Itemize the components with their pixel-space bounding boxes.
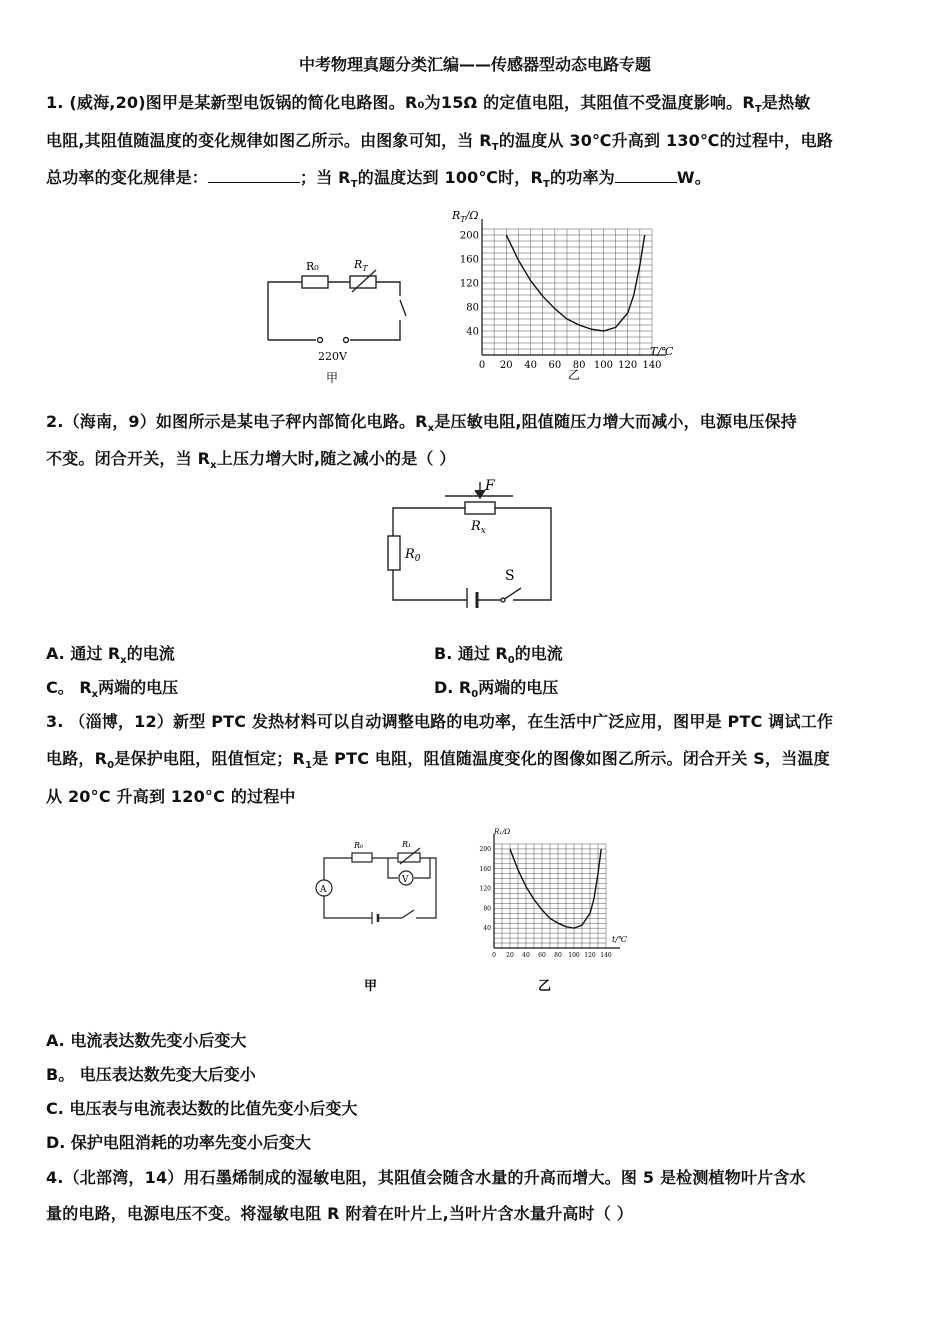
x-axis-label: T/℃ (650, 345, 674, 358)
subscript: x (210, 460, 217, 472)
resistor-r0 (302, 276, 328, 288)
q4-line-1: 4.（北部湾，14）用石墨烯制成的湿敏电阻，其阻值会随含水量的升高而增大。图 5 是检测植物叶片含水 (46, 1168, 806, 1187)
y-tick-label: 40 (466, 326, 479, 338)
y-tick-label: 80 (466, 302, 479, 314)
label-voltage: 220V (318, 350, 347, 363)
q3-line-1: 3. （淄博，12）新型 PTC 发热材料可以自动调整电路的电功率，在生活中广泛应用，图甲是 PTC 调试工作 (46, 712, 834, 731)
y-tick-label: 120 (459, 278, 479, 290)
y-tick-label: 40 (483, 925, 491, 933)
subscript: T (350, 179, 358, 191)
resistor-rx (465, 502, 495, 514)
q3-line-3: 从 20°C 升高到 120°C 的过程中 (46, 787, 296, 806)
q1-text: 的温度达到 100℃时，R (357, 168, 544, 187)
q1-text: 总功率的变化规律是： (46, 168, 209, 187)
x-tick-label: 80 (554, 952, 562, 959)
q3-option-d[interactable]: D. 保护电阻消耗的功率先变小后变大 (46, 1133, 311, 1152)
q2-line-1 (46, 409, 797, 434)
voltmeter-label: V (402, 875, 409, 885)
y-tick-label: 200 (479, 845, 491, 853)
x-tick-label: 0 (492, 952, 496, 959)
caption-jia: 甲 (364, 979, 378, 994)
x-tick-label: 60 (548, 360, 562, 371)
x-tick-label: 120 (618, 360, 638, 371)
q3-option-a[interactable]: A. 电流表达数先变小后变大 (46, 1031, 247, 1050)
q1-text: 的功率为 (550, 168, 615, 187)
label-rx: $R_x$ (471, 519, 486, 536)
label-r0: R₀ (306, 260, 319, 273)
y-axis-label: R₁/Ω (494, 828, 511, 836)
q2-text: 2.（海南，9）如图所示是某电子秤内部简化电路。R (46, 412, 428, 431)
x-tick-label: 140 (642, 360, 662, 371)
x-tick-label: 120 (584, 952, 596, 959)
q1-circuit-diagram (260, 248, 420, 388)
q1-text: 1. (威海,20)图甲是某新型电饭锅的简化电路图。R₀为15Ω 的定值电阻，其阻值不受温度影响。R (46, 93, 755, 112)
q1-text: W。 (676, 168, 711, 187)
label-r0: R₀ (354, 841, 364, 850)
q4-line-2: 量的电路，电源电压不变。将湿敏电阻 R 附着在叶片上,当叶片含水量升高时（ ） (46, 1204, 633, 1223)
x-tick-label: 60 (538, 952, 546, 959)
x-tick-label: 100 (593, 360, 613, 371)
x-tick-label: 140 (600, 952, 612, 959)
subscript: T (543, 179, 551, 191)
ammeter-label: A (320, 885, 327, 895)
q2-text: 是压敏电阻,阻值随压力增大而减小，电源电压保持 (434, 412, 798, 431)
y-tick-label: 80 (483, 905, 491, 913)
q2-option-c[interactable]: C。 $R_x$两端的电压 (46, 678, 179, 701)
q1-line-2 (46, 128, 833, 153)
q2-option-d[interactable]: D. $R_0$两端的电压 (434, 678, 559, 701)
y-tick-label: 160 (459, 254, 479, 266)
x-tick-label: 20 (506, 952, 514, 959)
label-s: S (505, 568, 515, 584)
label-force: F (485, 478, 495, 494)
x-tick-label: 0 (478, 360, 486, 371)
q2-circuit-diagram (385, 476, 560, 608)
subscript: T (754, 104, 762, 116)
answer-blank[interactable] (615, 168, 677, 183)
label-r0: $R_0$ (405, 547, 421, 564)
caption-yi: 乙 (538, 979, 552, 994)
q1-text: 是热敏 (761, 93, 811, 112)
q3-option-c[interactable]: C. 电压表与电流表达数的比值先变小后变大 (46, 1099, 358, 1118)
q2-option-a[interactable]: A. 通过 $R_x$的电流 (46, 644, 175, 667)
resistor-r0 (352, 853, 372, 862)
x-tick-label: 20 (499, 360, 513, 371)
grid (494, 844, 606, 948)
subscript: x (427, 423, 435, 435)
q2-text: 上压力增大时,随之减小的是（ ） (216, 449, 456, 468)
caption-yi: 乙 (568, 368, 581, 382)
label-rt: $R_T$ (354, 258, 368, 273)
grid (482, 229, 652, 355)
y-tick-label: 160 (479, 865, 491, 873)
q1-text: 电阻,其阻值随温度的变化规律如图乙所示。由图象可知，当 R (46, 131, 492, 150)
answer-blank[interactable] (208, 168, 300, 183)
resistor-r0 (388, 536, 400, 570)
page-title: 中考物理真题分类汇编——传感器型动态电路专题 (298, 55, 651, 74)
q1-line-1 (46, 90, 810, 115)
caption-jia: 甲 (326, 371, 339, 385)
y-tick-label: 200 (459, 230, 479, 242)
switch-s (402, 910, 414, 918)
y-tick-label: 120 (479, 885, 491, 893)
q1-line-3 (46, 165, 711, 190)
x-tick-label: 40 (522, 952, 530, 959)
subscript: T (491, 142, 499, 154)
q1-text: 的温度从 30℃升高到 130℃的过程中，电路 (498, 131, 833, 150)
x-tick-label: 80 (572, 360, 586, 371)
switch-s (503, 588, 521, 600)
q3-resistance-temperature-graph (472, 822, 642, 998)
x-axis-label: t/℃ (612, 935, 627, 944)
q2-line-2 (46, 446, 456, 471)
q3-circuit-diagram (312, 834, 452, 1000)
x-tick-label: 100 (568, 952, 580, 959)
x-tick-label: 40 (524, 360, 537, 371)
q1-text: ；当 R (300, 168, 351, 187)
switch (400, 300, 406, 316)
label-r1: R₁ (402, 840, 412, 849)
q3-option-b[interactable]: B。 电压表达数先变大后变小 (46, 1065, 256, 1084)
q2-text: 不变。闭合开关，当 R (46, 449, 211, 468)
q1-resistance-temperature-graph (450, 205, 690, 385)
q3-line-2: 电路，$R_0$是保护电阻，阻值恒定；$R_1$是 PTC 电阻，阻值随温度变化的图像如图乙所示。闭合开关 S，当温度 (46, 749, 830, 772)
y-axis-label: $R_T/\Omega$ (452, 209, 479, 224)
q2-option-b[interactable]: B. 通过 $R_0$的电流 (434, 644, 563, 667)
